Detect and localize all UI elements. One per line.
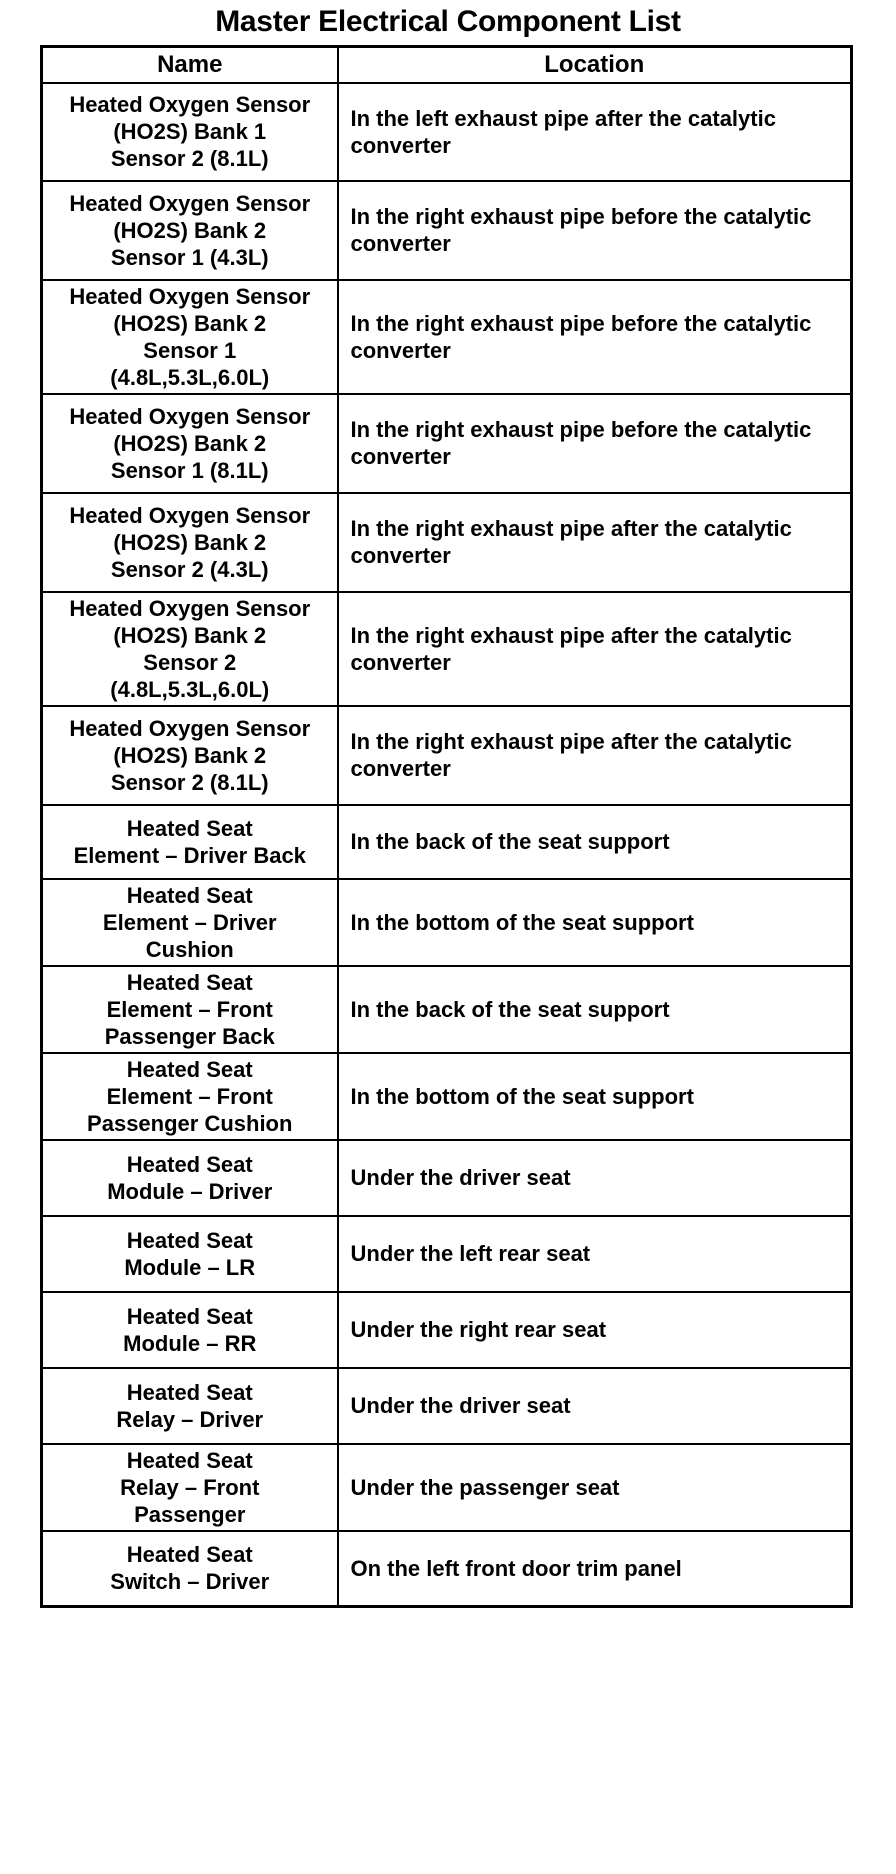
component-name-line: Sensor 2 (8.1L) [110,146,269,171]
component-location-cell: Under the driver seat [338,1140,852,1216]
component-name-cell [42,1292,338,1368]
component-location-cell: On the left front door trim panel [338,1531,852,1607]
table-row [42,181,852,280]
component-location-cell: In the right exhaust pipe after the catalytic converter [338,592,852,706]
component-name-line: Heated Seat [126,1227,253,1253]
component-name-line: Sensor 2 (8.1L) [110,769,269,795]
component-name-line: (HO2S) Bank 1 [113,119,267,144]
table-row [42,805,852,879]
column-header-name: Name [42,47,338,83]
component-name-line: Element – Driver Back [73,842,306,868]
component-name-line: Heated Oxygen Sensor [69,403,311,429]
component-name-line: Module – Driver [107,1178,273,1204]
component-name-line: (HO2S) Bank 2 [113,217,267,243]
component-name-line: Sensor 1 [143,337,237,363]
component-name-line: Heated Oxygen Sensor [69,92,311,117]
component-name-line: Sensor 1 (4.3L) [110,244,269,270]
component-name-line: Heated Seat [126,1056,253,1082]
component-name-cell [42,1531,338,1607]
component-name-line: Heated Oxygen Sensor [69,190,311,216]
component-name-cell [42,1140,338,1216]
component-location-cell: In the right exhaust pipe after the catalytic converter [338,493,852,592]
component-location-cell: Under the right rear seat [338,1292,852,1368]
component-location-cell: In the left exhaust pipe after the catalytic converter [338,83,852,181]
component-name-line: Heated Seat [126,1151,253,1177]
table-row [42,592,852,706]
component-name-line: Passenger [134,1501,246,1527]
column-header-location: Location [338,47,852,83]
component-name-line: Cushion [145,936,234,962]
table-row [42,280,852,394]
component-name-line: Heated Seat [126,1447,253,1473]
table-row [42,1368,852,1444]
component-name-line: (4.8L,5.3L,6.0L) [110,676,270,702]
component-name-line: (HO2S) Bank 2 [113,622,267,648]
component-name-line: Heated Oxygen Sensor [69,502,311,528]
component-name-line: Passenger Back [104,1023,275,1049]
table-row [42,1444,852,1531]
component-location-cell: In the right exhaust pipe after the catalytic converter [338,706,852,805]
table-row [42,879,852,966]
component-name-line: Element – Front [106,1083,273,1109]
component-name-cell [42,706,338,805]
component-name-cell [42,493,338,592]
component-location-cell: In the back of the seat support [338,966,852,1053]
component-name-line: Heated Seat [126,969,253,995]
component-name-line: Heated Seat [126,1379,253,1405]
component-location-cell: In the bottom of the seat support [338,1053,852,1140]
component-location-cell: In the bottom of the seat support [338,879,852,966]
component-name-line: Heated Seat [126,1303,253,1329]
component-name-line: Heated Seat [126,882,253,908]
table-row [42,706,852,805]
component-name-cell [42,394,338,493]
component-name-line: Passenger Cushion [87,1110,293,1136]
component-name-line: Module – LR [124,1254,256,1280]
component-name-cell [42,1216,338,1292]
component-name-line: Sensor 2 (4.3L) [110,556,269,582]
component-name-line: Sensor 2 [143,649,237,675]
component-name-cell [42,966,338,1053]
component-name-cell [42,879,338,966]
table-body [42,83,852,1607]
component-location-cell: Under the left rear seat [338,1216,852,1292]
table-row [42,1292,852,1368]
component-name-line: Relay – Front [120,1474,260,1500]
table-row [42,394,852,493]
component-location-cell: Under the driver seat [338,1368,852,1444]
component-name-cell [42,592,338,706]
component-name-cell [42,1444,338,1531]
table-row [42,1140,852,1216]
component-table [40,45,853,1608]
component-name-line: (HO2S) Bank 2 [113,742,267,768]
component-name-line: Heated Seat [126,1542,253,1568]
page-title: Master Electrical Component List [215,5,681,38]
component-location-cell: Under the passenger seat [338,1444,852,1531]
component-name-cell [42,805,338,879]
component-location-cell: In the right exhaust pipe before the catalytic converter [338,280,852,394]
table-row [42,966,852,1053]
component-location-cell: In the back of the seat support [338,805,852,879]
component-location-cell: In the right exhaust pipe before the catalytic converter [338,394,852,493]
component-name-cell [42,1368,338,1444]
component-name-line: Element – Driver [102,909,277,935]
component-name-line: Heated Oxygen Sensor [69,715,311,741]
component-name-cell [42,280,338,394]
component-name-line: (HO2S) Bank 2 [113,310,267,336]
table-row [42,1053,852,1140]
component-name-cell [42,181,338,280]
component-name-cell [42,83,338,181]
component-name-line: Switch – Driver [110,1569,270,1595]
component-name-line: Sensor 1 (8.1L) [110,457,269,483]
table-row [42,1531,852,1607]
component-name-line: Heated Seat [126,815,253,841]
component-name-line: (HO2S) Bank 2 [113,430,267,456]
component-name-line: (HO2S) Bank 2 [113,529,267,555]
table-header-row [42,47,852,83]
component-location-cell: In the right exhaust pipe before the catalytic converter [338,181,852,280]
component-name-line: Heated Oxygen Sensor [69,283,311,309]
component-name-cell [42,1053,338,1140]
table-row [42,493,852,592]
component-name-line: (4.8L,5.3L,6.0L) [110,364,270,390]
component-name-line: Relay – Driver [116,1406,264,1432]
component-name-line: Element – Front [106,996,273,1022]
component-name-line: Module – RR [123,1330,257,1356]
table-row [42,1216,852,1292]
component-name-line: Heated Oxygen Sensor [69,595,311,621]
table-row [42,83,852,181]
